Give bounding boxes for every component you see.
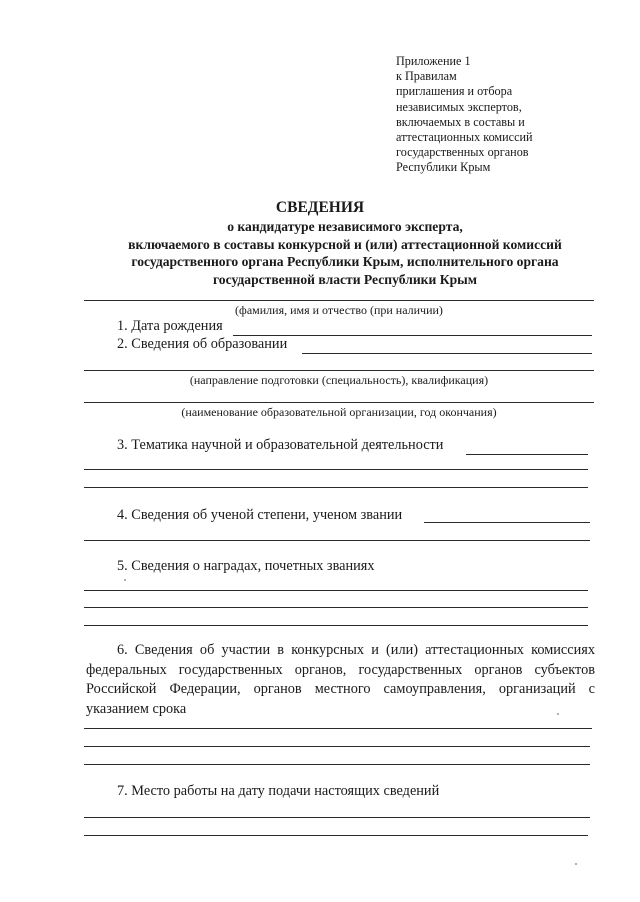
institution-caption: (наименование образовательной организации, год окончания) [181,405,497,419]
scan-speck [124,579,126,581]
degree-field-line[interactable] [84,540,590,541]
topics-field-line[interactable] [466,454,588,455]
work-field-line[interactable] [84,817,590,818]
education-direction-line[interactable] [84,370,594,371]
document-subtitle [80,218,610,288]
appendix-line: аттестационных комиссий [396,130,533,145]
subtitle-line: включаемого в составы конкурсной и (или) аттестационной комиссий [128,236,562,252]
scan-speck [575,863,577,865]
document-title: СВЕДЕНИЯ [275,199,365,216]
topics-label: 3. Тематика научной и образовательной деятельности [117,437,444,453]
commissions-field-line[interactable] [84,764,590,765]
awards-field-line[interactable] [84,607,588,608]
awards-field-line[interactable] [84,590,588,591]
direction-caption: (направление подготовки (специальность), квалификация) [189,373,489,387]
education-institution-line[interactable] [84,402,594,403]
subtitle-line: государственного органа Республики Крым, исполнительного органа [131,254,559,270]
commissions-field-line[interactable] [84,728,592,729]
name-field-line[interactable] [84,300,594,301]
appendix-line: приглашения и отбора [396,84,513,99]
birth-date-label: 1. Дата рождения [117,318,223,334]
appendix-note [396,54,533,176]
name-caption: (фамилия, имя и отчество (при наличии) [235,303,443,317]
appendix-line: независимых экспертов, [396,99,522,114]
education-field-line[interactable] [302,353,592,354]
scan-speck [557,713,559,715]
appendix-line: включаемых в составы и [396,114,525,129]
awards-field-line[interactable] [84,625,588,626]
appendix-line: Приложение 1 [396,54,471,68]
degree-label: 4. Сведения об ученой степени, ученом звании [117,507,403,523]
topics-field-line[interactable] [84,487,588,488]
subtitle-line: о кандидатуре независимого эксперта, [227,219,463,234]
work-label: 7. Место работы на дату подачи настоящих сведений [117,783,440,799]
appendix-line: государственных органов [396,145,529,160]
awards-label: 5. Сведения о наградах, почетных званиях [117,558,375,574]
appendix-line: к Правилам [396,69,457,84]
degree-field-line[interactable] [424,522,590,523]
work-field-line[interactable] [84,835,588,836]
topics-field-line[interactable] [84,469,588,470]
commissions-field-line[interactable] [84,746,590,747]
commissions-label: 6. Сведения об участии в конкурсных и (или) аттестационных комиссиях федеральных государственных органов, государственных органов субъектов Российской Федерации, органов местного самоуправления, организаций с указанием срока [86,642,595,717]
appendix-line: Республики Крым [396,160,491,175]
education-label: 2. Сведения об образовании [117,336,288,352]
subtitle-line: государственной власти Республики Крым [212,271,478,287]
